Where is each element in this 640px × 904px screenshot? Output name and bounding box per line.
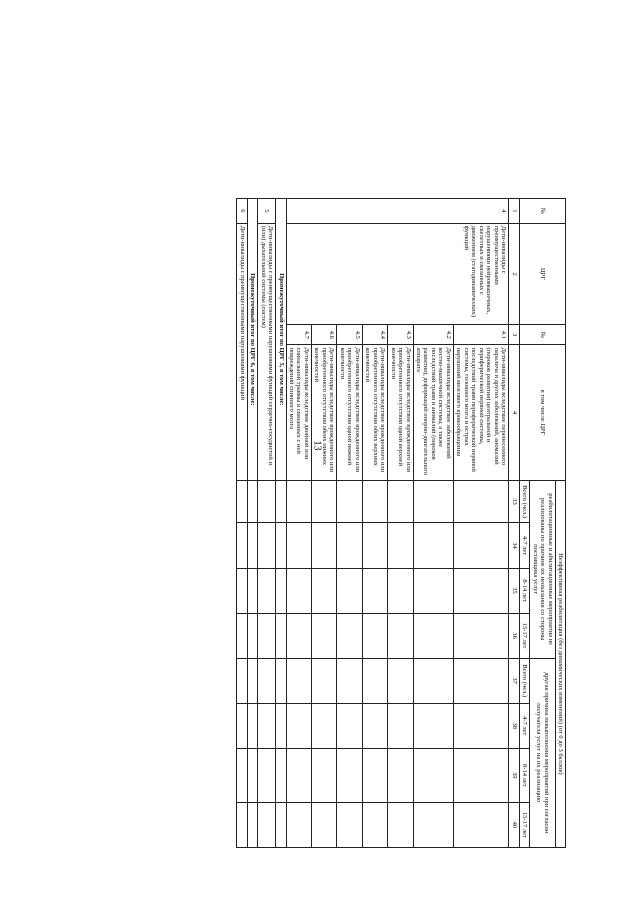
header-total-b: Всего (чел.) — [519, 658, 529, 703]
row-crg: Дети-инвалиды с преимущественными нарушениями нейромышечных, скелетных и связанных с движением (статодинамических) функций — [286, 223, 509, 324]
header-total-a: Всего (чел.) — [519, 480, 529, 523]
index-cell: 33 — [509, 480, 519, 523]
index-cell: 40 — [509, 802, 519, 847]
header-age2-b: 8-14 лет — [519, 748, 529, 802]
subtotal-row — [247, 199, 257, 848]
subrow-text: Дети-инвалиды вследствие врожденного или приобретенного отсутствия одной нижней конечности — [337, 345, 362, 480]
index-row — [509, 199, 519, 848]
table-row — [237, 199, 247, 848]
subrow-text: Дети-инвалиды вследствие врожденного или приобретенного отсутствия одной верхней конечности — [388, 345, 413, 480]
index-cell: 38 — [509, 703, 519, 748]
index-cell: 39 — [509, 748, 519, 802]
header-age2-a: 8-14 лет — [519, 568, 529, 613]
subrow-text: Дети-инвалиды вследствие врожденного или приобретенного отсутствия обеих нижних конечностей — [311, 345, 336, 480]
index-cell: 1 — [509, 199, 519, 224]
subrow-text: Дети-инвалиды вследствие заболеваний костно-мышечной системы, а также последствий травм и аномалий (пороков развития), деформаций опорно-двигательного аппарата — [413, 345, 453, 480]
row-crg: Дети-инвалиды с преимущественными нарушениями функций — [237, 223, 247, 480]
subrow-no: 4.1 — [453, 325, 508, 345]
header-no: № — [519, 199, 565, 224]
header-age3-a: 15-17 лет — [519, 613, 529, 658]
row-no: 6 — [237, 199, 247, 224]
header-age1-a: 4-7 лет — [519, 523, 529, 568]
page-number: 13 — [311, 440, 323, 451]
index-cell: 37 — [509, 658, 519, 703]
index-cell: 4 — [509, 345, 519, 480]
header-subgroup-b: другая причина невыполнения мероприятий при согласии получателя услуг на их реализацию — [530, 658, 555, 847]
subrow-text: Дети-инвалиды вследствие врожденного или приобретенного отсутствия обеих верхних конечностей — [362, 345, 387, 480]
subtotal-label: Промежуточный итог по ЦРГ 5, в том числе: — [276, 199, 286, 481]
subrow-no: 4.4 — [362, 325, 387, 345]
header-no2: № — [519, 325, 565, 345]
header-group-title: Неэффективная реабилитация (без динамических изменений) (от 0 до 3 баллов) — [555, 480, 565, 847]
header-age1-b: 4-7 лет — [519, 703, 529, 748]
index-cell: 34 — [509, 523, 519, 568]
index-cell: 36 — [509, 613, 519, 658]
row-no: 5 — [258, 199, 276, 224]
rotated-table-container — [194, 198, 566, 848]
table-row — [258, 199, 276, 848]
header-crg: ЦРГ — [519, 223, 565, 324]
subrow-no: 4.2 — [413, 325, 453, 345]
subrow-text: Дети-инвалиды вследствие перенесенного паралича и других заболеваний, аномалий (пороков развития) центральной и периферической нервной системы, последствий травм периферической нервной системы, головного мозга и острых нарушений мозгового кровообращения — [453, 345, 508, 480]
subrow-no: 4.6 — [311, 325, 336, 345]
subrow-no: 4.5 — [337, 325, 362, 345]
subrow-no: 4.3 — [388, 325, 413, 345]
rehabilitation-table — [236, 198, 566, 848]
table-row — [453, 199, 508, 848]
subrow-text: Дети-инвалиды вследствие двойной или спинальной травмы и связанных с ней повреждений спинного мозга — [286, 345, 311, 480]
index-cell: 3 — [509, 325, 519, 345]
index-cell: 35 — [509, 568, 519, 613]
header-crg-sub: в том числе ЦРГ — [519, 345, 565, 480]
header-subgroup-a: реабилитационные и абилитационные мероприятия не реализованы по причине их неоказания со стороны поставщика услуг — [530, 480, 555, 658]
row-crg: Дети-инвалиды с преимущественными нарушениями функций сердечно-сосудистой и (или) дыхательной системы (систем) — [258, 223, 276, 480]
index-cell: 2 — [509, 223, 519, 324]
subtotal-row — [276, 199, 286, 848]
subtotal-label: Промежуточный итог по ЦРГ 6, в том числе: — [247, 199, 257, 481]
row-no: 4 — [286, 199, 509, 224]
header-age3-b: 15-17 лет — [519, 802, 529, 847]
subrow-no: 4.7 — [286, 325, 311, 345]
